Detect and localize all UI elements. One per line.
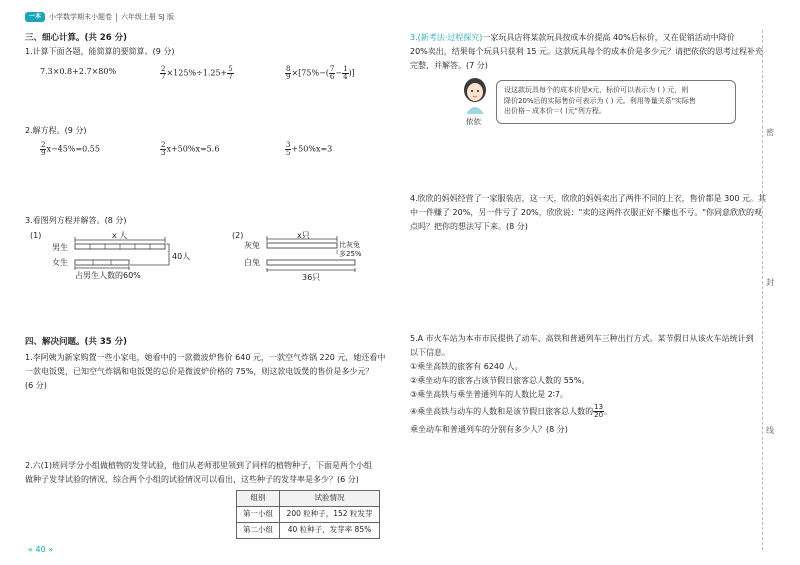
fig2-top-label: x只 bbox=[297, 231, 310, 240]
q1-expr1: 7.3×0.8+2.7×80% bbox=[40, 67, 117, 76]
seal-mark-1: 密 bbox=[766, 128, 774, 137]
fig1-bars bbox=[30, 230, 205, 285]
q3-figure1 bbox=[30, 230, 205, 285]
bubble-line3: 出价格－成本价＝( )元"列方程。 bbox=[504, 107, 606, 115]
seal-mark-2: 封 bbox=[766, 278, 774, 287]
page-header bbox=[25, 10, 174, 24]
q5-info2: ②乘坐动车的旅客占该节假日旅客总人数的 55%。 bbox=[410, 376, 590, 385]
fig1-bottom-label: 占男生人数的60% bbox=[75, 271, 141, 280]
q2-title: 2.解方程。(9 分) bbox=[25, 126, 87, 135]
seal-line bbox=[762, 30, 763, 550]
section3-title: 三、细心计算。(共 26 分) bbox=[25, 33, 128, 43]
q1-title: 1.计算下面各题，能简算的要简算。(9 分) bbox=[25, 47, 175, 56]
table-header-row bbox=[237, 491, 380, 507]
table-row bbox=[237, 523, 380, 539]
fig1-girls-label: 女生 bbox=[52, 258, 68, 267]
q3r-line1 bbox=[410, 32, 735, 44]
fig1-top-label: x 人 bbox=[112, 231, 128, 240]
fig1-boys-label: 男生 bbox=[52, 243, 68, 252]
brand-logo: 一本 bbox=[25, 12, 45, 22]
fig2-note1: 比灰兔 bbox=[339, 241, 360, 249]
fig2-bars bbox=[232, 230, 382, 290]
p1-line1: 1.李阿姨为新家购置一些小家电，她看中的一款微波炉售价 640 元，一款空气炸锅 220 元，她还看中 bbox=[25, 353, 386, 362]
q2-expr2: $\frac{2}{3}$ x+50%x=5.6 bbox=[161, 141, 220, 157]
girl-name: 依依 bbox=[466, 117, 481, 126]
seal-mark-3: 线 bbox=[766, 426, 774, 435]
p2-line1: 2.六(1)班同学分小组做植物的发芽试验，他们从老师那里领到了同样的植物种子，下面是两个小组 bbox=[25, 461, 372, 470]
q5-ask: 乘坐动车和普通列车的分别有多少人？(8 分) bbox=[410, 425, 568, 434]
grade-label: 六年级上册 SJ 版 bbox=[121, 12, 174, 21]
q5-frac-den: 20 bbox=[594, 411, 604, 419]
q5-info4-end: 。 bbox=[604, 407, 613, 416]
fig2-total-label: 36只 bbox=[302, 273, 321, 282]
fig2-note2: 多25% bbox=[339, 250, 362, 258]
q3r-text1: 一家玩具店将某款玩具按成本价提高 40%后标价，又在促销活动中降价 bbox=[482, 33, 735, 42]
q5-line2: 以下信息。 bbox=[410, 348, 450, 357]
bubble-line2: 降价20%后的实际售价可表示为 ( ) 元。利用等量关系"实际售 bbox=[504, 96, 696, 105]
q2-expr1: $\frac{2}{9}$ x−45%=0.55 bbox=[41, 141, 100, 157]
p1-score: (6 分) bbox=[25, 381, 47, 390]
section4-title: 四、解决问题。(共 35 分) bbox=[25, 337, 128, 347]
header-divider bbox=[116, 13, 117, 22]
q3-title: 3.看图列方程并解答。(8 分) bbox=[25, 216, 127, 225]
q4-line3: 点吗？把你的想法写下来。(8 分) bbox=[410, 222, 528, 231]
germination-table bbox=[236, 490, 380, 539]
q3r-tag: 3.(新考法·过程探究) bbox=[410, 33, 483, 42]
fig1-num: (1) bbox=[30, 231, 42, 240]
next-arrow-icon: » bbox=[48, 545, 54, 554]
q4-line1: 4.欣欣的妈妈经营了一家服装店，这一天，欣欣的妈妈卖出了两件不同的上衣，售价都是 300 元。其 bbox=[410, 194, 766, 203]
table-header-cell: 组别 bbox=[237, 491, 280, 507]
q1-expr2: $\frac{2}{7}$ ×125%÷1.25+ $\frac{5}{7}$ bbox=[161, 65, 233, 81]
girl-avatar-icon bbox=[458, 76, 492, 116]
q5-frac-num: 13 bbox=[594, 403, 604, 411]
page-number: 40 bbox=[35, 545, 46, 554]
q3-figure2 bbox=[232, 230, 382, 290]
q5-info4-text: ④乘坐高铁与动车的人数和是该节假日旅客总人数的 bbox=[410, 407, 594, 416]
q5-line1: 5.A 市火车站为本市市民提供了动车、高铁和普通列车三种出行方式。某节假日从该火车站统计到 bbox=[410, 334, 754, 343]
p1-line2: 一款电饭煲，已知空气炸锅和电饭煲的总价是微波炉价格的 75%，则这款电饭煲的售价是多少元？ bbox=[25, 367, 374, 376]
fig2-grey-label: 灰兔 bbox=[244, 241, 260, 250]
table-header-cell: 试验情况 bbox=[280, 491, 380, 507]
q5-info1: ①乘坐高铁的旅客有 6240 人。 bbox=[410, 362, 523, 371]
table-row bbox=[237, 507, 380, 523]
q2-expr3: $\frac{3}{5}$ +50%x=3 bbox=[286, 141, 333, 157]
q5-info3: ③乘坐高铁与乘坐普通列车的人数比是 2∶7。 bbox=[410, 390, 568, 399]
fig1-total-label: 40人 bbox=[172, 252, 191, 261]
p2-line2: 做种子发芽试验的情况，综合两个小组的试验情况可以看出，这些种子的发芽率是多少？(6 分) bbox=[25, 475, 359, 484]
q3r-line2: 20%卖出，结果每个玩具只获利 15 元。这款玩具每个的成本价是多少元？请把依依的思考过程补充 bbox=[410, 47, 764, 56]
q1-expr3: $\frac{8}{9}$ ×[75%−( $\frac{7}{6}$ − $\frac{1}{4}$ )] bbox=[286, 65, 355, 81]
q4-line2: 中一件赚了 20%，另一件亏了 20%，欣欣说："卖的这两件衣服正好不赚也不亏。"你同意欣欣的观 bbox=[410, 208, 763, 217]
q3r-line3: 完整，并解答。(7 分) bbox=[410, 61, 488, 70]
table-cell: 第一小组 bbox=[237, 507, 280, 523]
table-cell: 40 粒种子，发芽率 85% bbox=[280, 523, 380, 539]
fig2-num: (2) bbox=[232, 231, 244, 240]
q5-info4 bbox=[410, 404, 612, 419]
prev-arrow-icon: « bbox=[28, 545, 33, 554]
thought-bubble bbox=[496, 80, 736, 124]
table-cell: 第二小组 bbox=[237, 523, 280, 539]
table-cell: 200 粒种子，152 粒发芽 bbox=[280, 507, 380, 523]
series-title: 小学数学期末小题卷 bbox=[49, 12, 113, 21]
bubble-line1: 设这款玩具每个的成本价是x元，标价可以表示为 ( ) 元，则 bbox=[504, 86, 689, 94]
fig2-white-label: 白兔 bbox=[244, 258, 260, 267]
page-footer bbox=[28, 544, 53, 556]
